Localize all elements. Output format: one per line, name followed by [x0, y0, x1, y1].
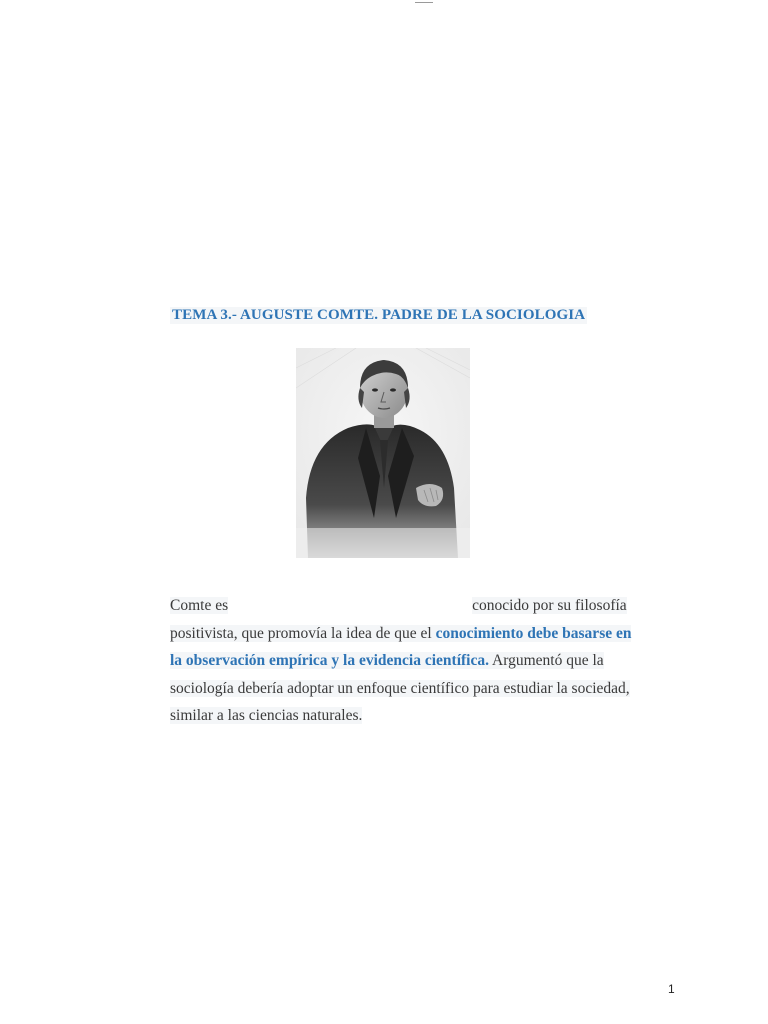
- body-paragraph: [170, 592, 680, 730]
- paragraph-line-4: [170, 675, 680, 703]
- text-segment: conocido por su filosofía: [472, 597, 627, 614]
- text-segment: positivista, que promovía la idea de que el: [170, 624, 436, 642]
- auguste-comte-portrait-icon: [296, 348, 470, 558]
- paragraph-line-2: [170, 620, 680, 648]
- portrait-image: [296, 348, 470, 558]
- header-mark: [415, 0, 433, 3]
- paragraph-line-1: [170, 592, 680, 620]
- text-segment: Argumentó que la: [488, 652, 604, 669]
- emphasis-text: conocimiento debe basarse en: [435, 624, 632, 642]
- text-segment: similar a las ciencias naturales.: [170, 707, 363, 724]
- text-segment: Comte es: [170, 597, 229, 614]
- paragraph-line-5: [170, 702, 680, 730]
- paragraph-line-3: [170, 647, 680, 675]
- page-title: TEMA 3.- AUGUSTE COMTE. PADRE DE LA SOCIOLOGIA: [172, 307, 586, 323]
- text-segment: sociología debería adoptar un enfoque científico para estudiar la sociedad,: [170, 679, 630, 697]
- emphasis-text: la observación empírica y la evidencia científica.: [170, 652, 489, 669]
- page-number: 1: [668, 982, 675, 996]
